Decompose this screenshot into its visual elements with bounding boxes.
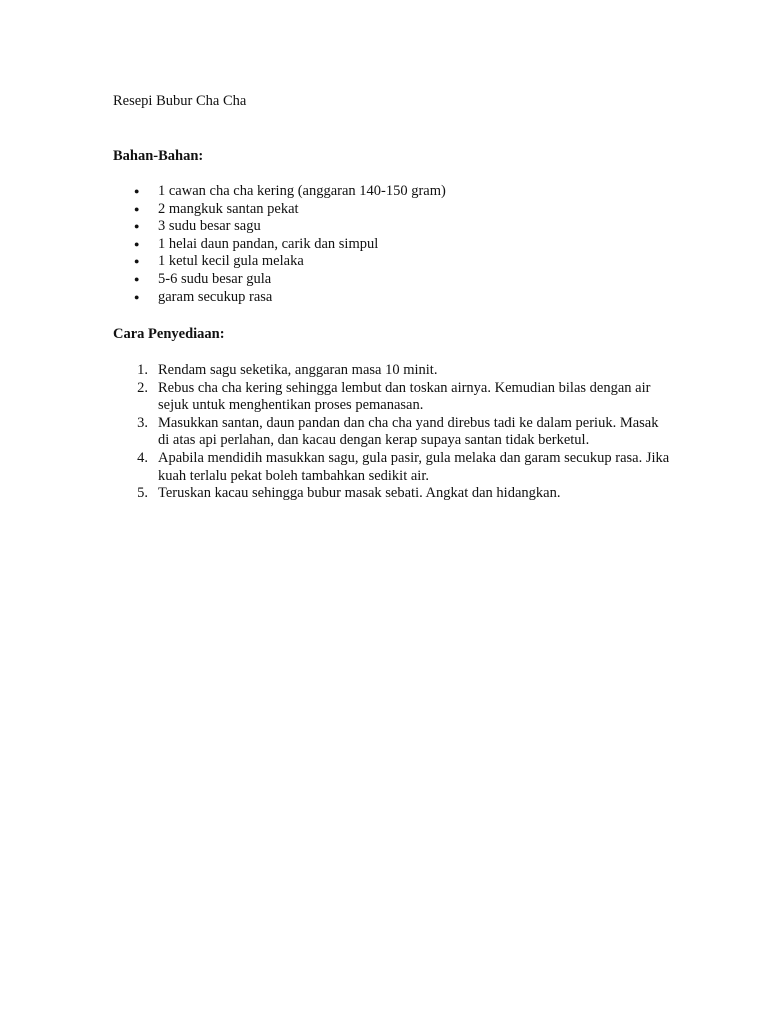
- bullet-icon: ●: [134, 238, 140, 249]
- list-item: [113, 450, 673, 485]
- step-number: 1.: [137, 362, 148, 378]
- list-item: [113, 289, 673, 307]
- bullet-icon: ●: [134, 291, 140, 302]
- list-item: [113, 271, 673, 289]
- step-text: Masukkan santan, daun pandan dan cha cha yand direbus tadi ke dalam periuk. Masak di atas api perlahan, dan kacau dengan kerap supaya santan tidak berketul.: [158, 414, 659, 449]
- bullet-icon: ●: [134, 273, 140, 284]
- ingredient-text: 2 mangkuk santan pekat: [158, 200, 299, 217]
- method-steps-list: [113, 362, 673, 503]
- list-item: [113, 201, 673, 219]
- method-heading: Cara Penyediaan:: [113, 326, 225, 342]
- bullet-icon: ●: [134, 203, 140, 214]
- ingredient-text: 3 sudu besar sagu: [158, 218, 261, 235]
- ingredient-text: 5-6 sudu besar gula: [158, 270, 272, 287]
- list-item: [113, 253, 673, 271]
- list-item: [113, 485, 673, 503]
- step-text: Apabila mendidih masukkan sagu, gula pasir, gula melaka dan garam secukup rasa. Jika kuah terlalu pekat boleh tambahkan sedikit air.: [158, 449, 670, 484]
- ingredients-heading: Bahan-Bahan:: [113, 148, 204, 164]
- bullet-icon: ●: [134, 256, 140, 267]
- bullet-icon: ●: [134, 186, 140, 196]
- step-text: Rendam sagu seketika, anggaran masa 10 minit.: [158, 362, 438, 378]
- bullet-icon: ●: [134, 221, 140, 232]
- step-number: 5.: [137, 485, 148, 502]
- ingredient-text: 1 cawan cha cha kering (anggaran 140-150 gram): [158, 183, 446, 199]
- step-number: 3.: [137, 414, 148, 431]
- list-item: [113, 218, 673, 236]
- ingredient-text: garam secukup rasa: [158, 288, 273, 305]
- list-item: [113, 380, 673, 415]
- list-item: [113, 236, 673, 254]
- list-item: [113, 362, 673, 380]
- step-number: 2.: [137, 379, 148, 396]
- ingredients-list: [113, 183, 673, 306]
- document-title: Resepi Bubur Cha Cha: [113, 93, 247, 109]
- ingredient-text: 1 ketul kecil gula melaka: [158, 253, 304, 270]
- step-text: Rebus cha cha kering sehingga lembut dan toskan airnya. Kemudian bilas dengan air sejuk untuk menghentikan proses pemanasan.: [158, 379, 651, 414]
- list-item: [113, 183, 673, 201]
- list-item: [113, 415, 673, 450]
- step-text: Teruskan kacau sehingga bubur masak sebati. Angkat dan hidangkan.: [158, 485, 561, 502]
- step-number: 4.: [137, 449, 148, 466]
- ingredient-text: 1 helai daun pandan, carik dan simpul: [158, 235, 379, 252]
